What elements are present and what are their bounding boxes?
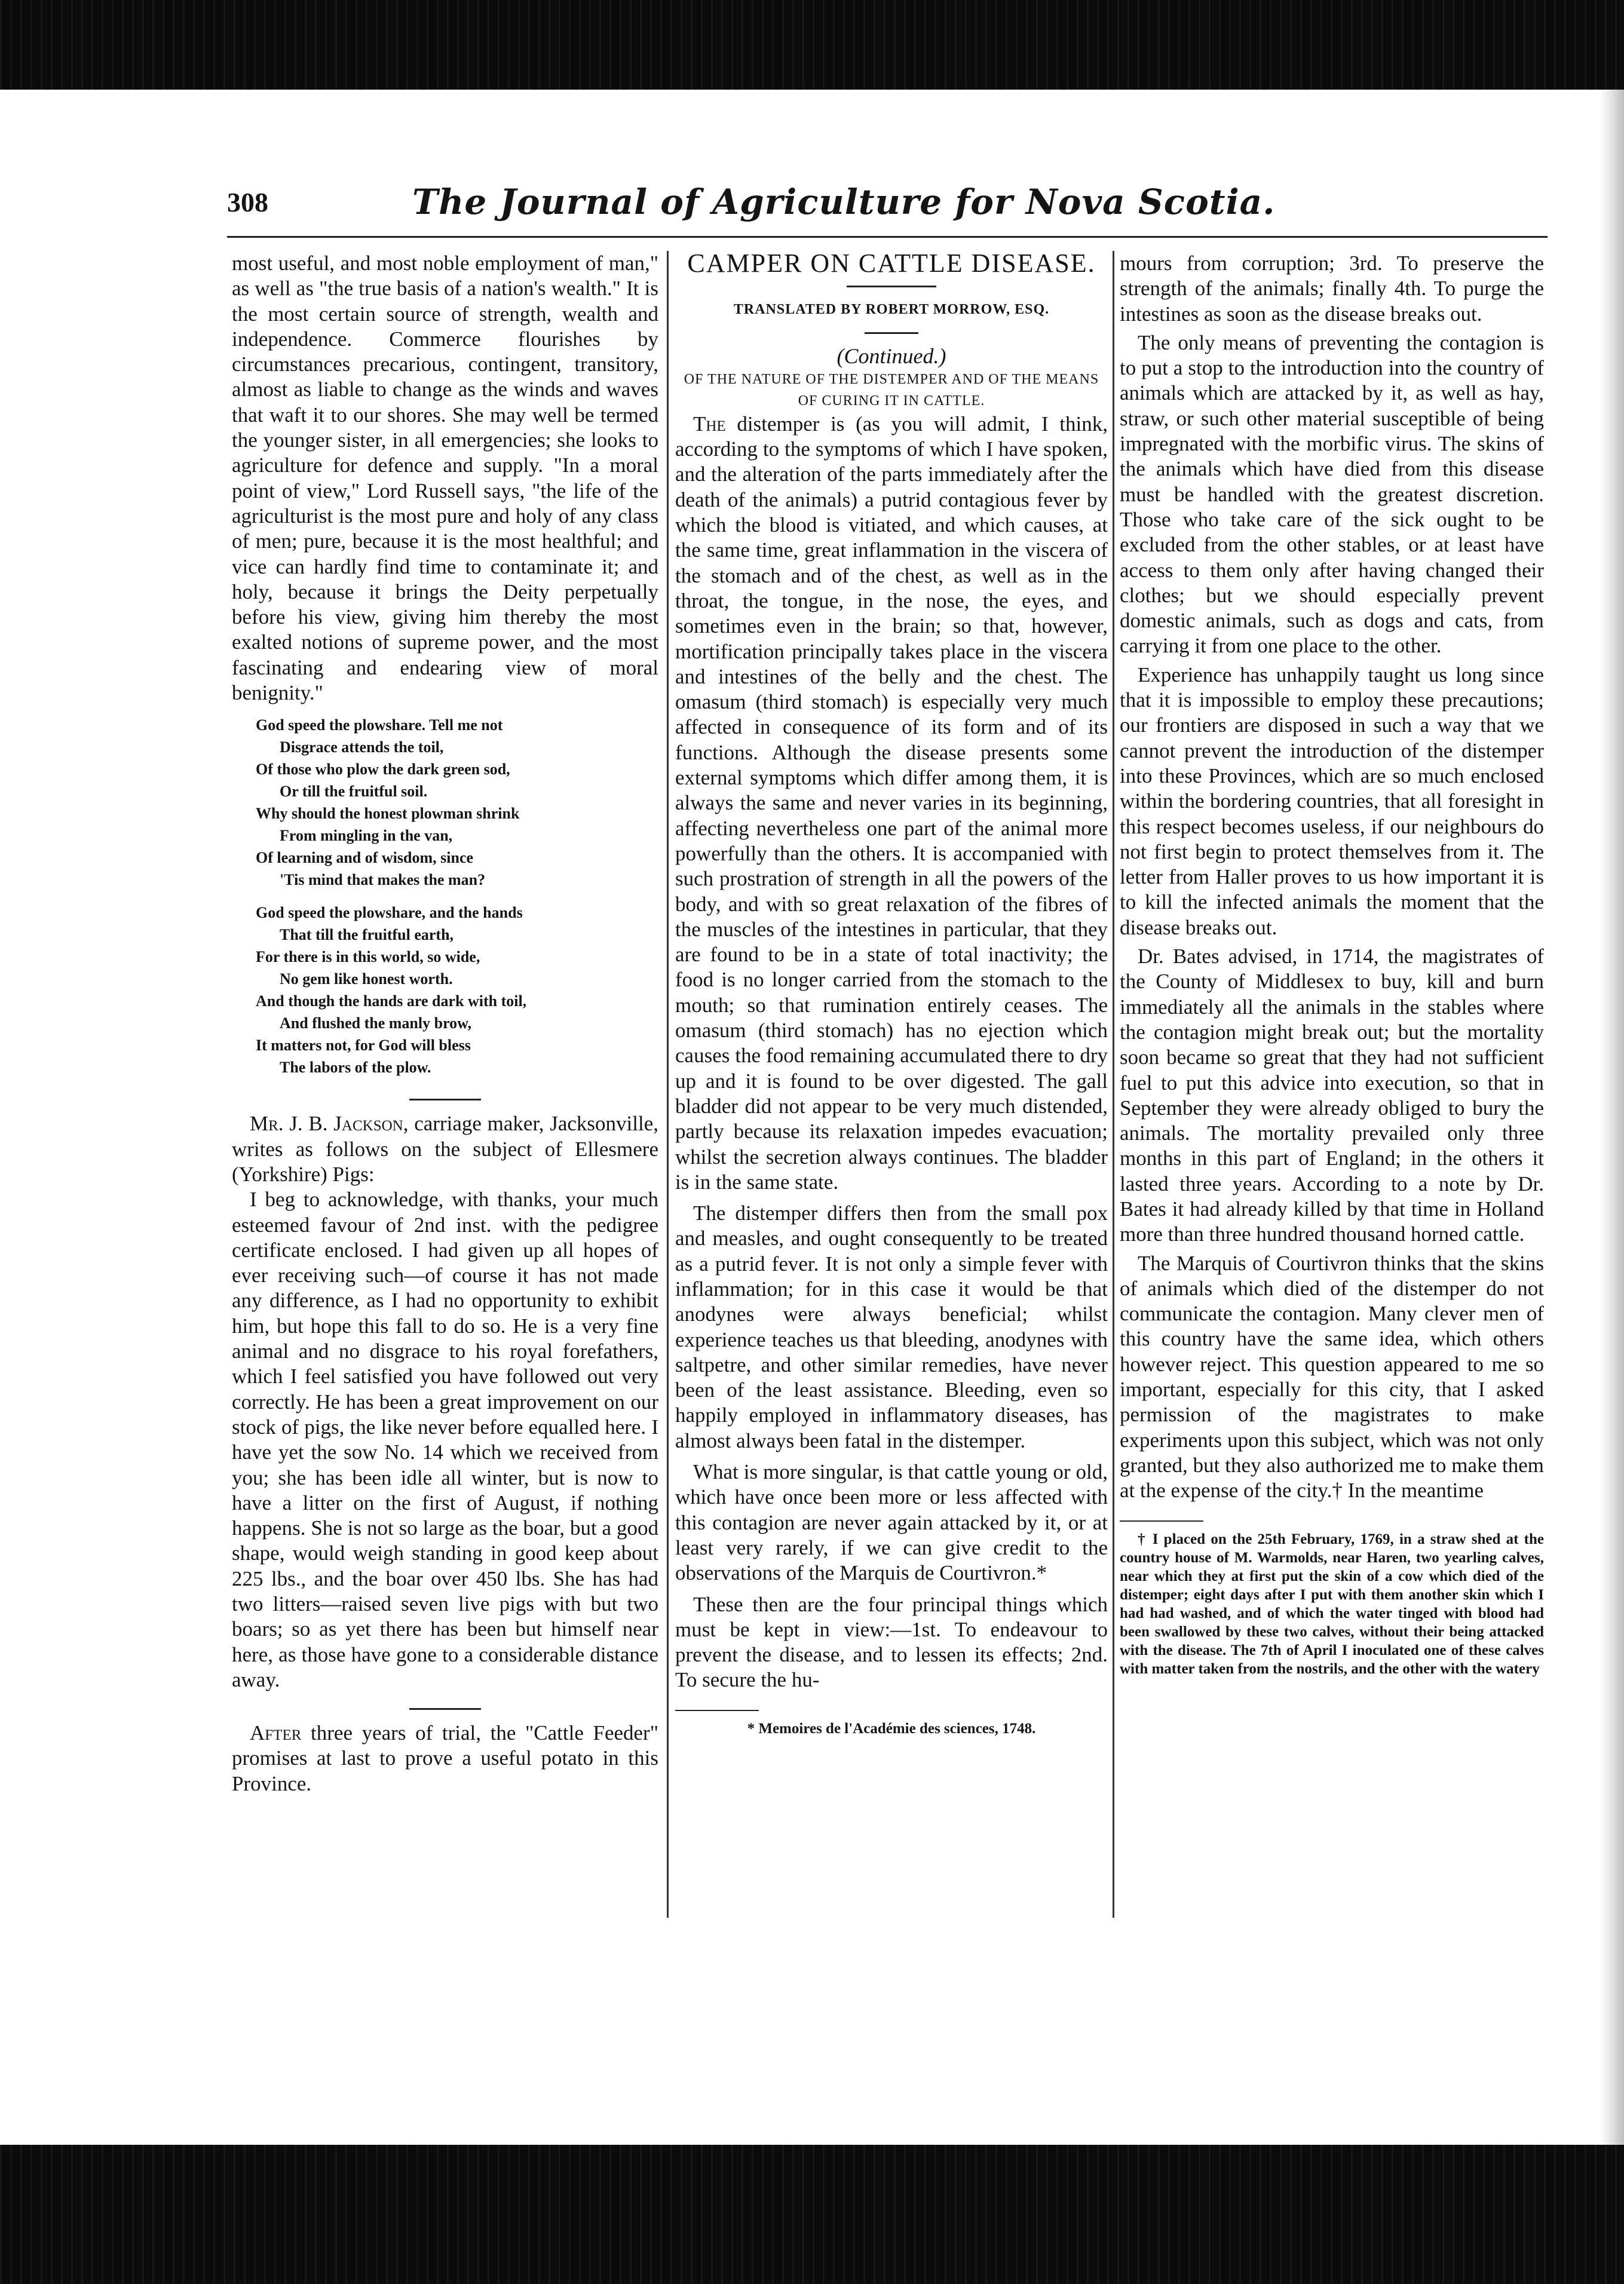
after-paragraph (232, 1721, 658, 1796)
poem-line: 'Tis mind that makes the man? (280, 871, 486, 889)
col2-paragraph-3: What is more singular, is that cattle young or old, which have once been more or less affected with this contagion are never again attacked by it, or at least very rarely, if we can give credit to the observations of the Marquis de Courtivron.* (675, 1460, 1108, 1585)
jackson-intro (232, 1111, 658, 1187)
poem-line: Or till the fruitful soil. (280, 783, 428, 801)
column-divider-1 (667, 251, 669, 1918)
column-3 (1120, 251, 1544, 1678)
col3-paragraph-4: Dr. Bates advised, in 1714, the magistrates of the County of Middlesex to buy, kill and burn immediately all the animals in the stables where the contagion might break out; but the mortality soon became so great that they had not sufficient fuel to put this advice into execution, so that in September they were already obliged to bury the animals. The mortality prevailed only three months in this part of England; in the others it lasted three years. According to a note by Dr. Bates it had already killed by that time in Holland more than three hundred thousand horned cattle. (1120, 945, 1544, 1246)
column-divider-2 (1113, 251, 1114, 1918)
title-rule (847, 286, 936, 287)
poem-line: From mingling in the van, (280, 827, 453, 845)
poem (232, 714, 658, 1078)
journal-title: The Journal of Agriculture for Nova Scotia. (412, 182, 1276, 222)
col2-paragraph-1 (675, 412, 1108, 1195)
page-edge-shadow (1600, 90, 1624, 2145)
column-1 (232, 251, 658, 1796)
col3-paragraph-3: Experience has unhappily taught us long since that it is impossible to employ these precautions; our frontiers are disposed in such a way that we cannot prevent the introduction of the distemper into these Provinces, which are so much enclosed within the bordering countries, that all foresight in this respect becomes useless, if our neighbours do not first begin to protect themselves from it. The letter from Haller proves to us how important it is to kill the infected animals the moment that the disease breaks out. (1120, 663, 1544, 939)
translator-rule (865, 332, 918, 334)
after-text: three years of trial, the "Cattle Feeder" promises at last to prove a useful potato in this Province. (232, 1721, 658, 1795)
jackson-letter: I beg to acknowledge, with thanks, your much esteemed favour of 2nd inst. with the pedigree certificate enclosed. I had given up all hopes of ever receiving such—of course it has not made any difference, as I had no opportunity to exhibit him, but hope this fall to do so. He is a very fine animal and no disgrace to his royal forefathers, which I feel satisfied you have followed out very correctly. He has been a great improvement on our stock of pigs, the like never before equalled here. I have yet the sow No. 14 which we received from you; she has been idle all winter, but is now to have a litter on the first of August, if nothing happens. She is not so large as the boar, but a good shape, would weigh standing in good keep about 225 lbs., and the boar over 450 lbs. She has had two litters—raised seven live pigs with but two boars; so as yet there has been but himself near here, as those have gone to a considerable distance away. (232, 1188, 658, 1691)
poem-line: Of learning and of wisdom, since (256, 849, 474, 867)
poem-line: The labors of the plow. (280, 1059, 431, 1077)
article-title: CAMPER ON CATTLE DISEASE. (687, 249, 1096, 278)
poem-line: It matters not, for God will bless (256, 1037, 471, 1054)
section-rule (409, 1099, 481, 1100)
section-subhead: OF THE NATURE OF THE DISTEMPER AND OF THE MEANS OF CURING IT IN CATTLE. (684, 371, 1099, 409)
poem-line: No gem like honest worth. (280, 970, 453, 988)
after-lead: After (250, 1721, 302, 1745)
col2-paragraph-2: The distemper differs then from the small pox and measles, and ought consequently to be treated as a putrid fever. It is not only a simple fever with inflammation; for in this case it would be that anodynes were always beneficial; whilst experience teaches us that bleeding, anodynes with saltpetre, and other similar remedies, have never been of the least assistance. Bleeding, even so happily employed in inflammatory diseases, has almost always been fatal in the distemper. (675, 1201, 1108, 1452)
scan-top-border (0, 0, 1624, 90)
col2-lead: The (693, 412, 726, 436)
section-rule (409, 1708, 481, 1710)
footnote-rule (675, 1710, 759, 1711)
jackson-lead: Mr. J. B. Jackson, (250, 1112, 409, 1136)
poem-line: God speed the plowshare, and the hands (256, 904, 523, 922)
poem-line: That till the fruitful earth, (280, 926, 454, 944)
translator-line: TRANSLATED BY ROBERT MORROW, ESQ. (733, 302, 1050, 318)
page-number: 308 (227, 187, 268, 217)
col2-footnote: * Memoires de l'Académie des sciences, 1748. (747, 1720, 1036, 1737)
col3-paragraph-5: The Marquis of Courtivron thinks that the skins of animals which died of the distemper do not communicate the contagion. Many clever men of this country have the same idea, which others however reject. This question appeared to me so important, especially for this city, that I asked permission of the magistrates to make experiments upon this subject, which was not only granted, but they also authorized me to make them at the expense of the city.† In the meantime (1120, 1251, 1544, 1503)
column-2 (675, 251, 1108, 1738)
poem-line: And though the hands are dark with toil, (256, 992, 527, 1010)
col3-footnote: † I placed on the 25th February, 1769, in a straw shed at the country house of M. Warmolds, near Haren, two yearling calves, near which they at first put the skin of a cow which died of the distemper; eight days after I put with them another skin which I had had washed, and of which the water tinged with blood had been swallowed by these two calves, without their being attacked with the disease. The 7th of April I inoculated one of these calves with matter taken from the nostrils, and the other with the watery (1120, 1531, 1544, 1677)
col1-paragraph-1: most useful, and most noble employment of man," as well as "the true basis of a nation's wealth." It is the most certain source of strength, wealth and independence. Commerce flourishes by circumstances precarious, contingent, transitory, almost as liable to change as the winds and waves that waft it to our shores. She may well be termed the younger sister, in all emergencies; she looks to agriculture for defence and supply. "In a moral point of view," Lord Russell says, "the life of the agriculturist is the most pure and holy of any class of men; pure, because it is the most healthful; and vice can hardly find time to contaminate it; and holy, because it brings the Deity perpetually before his view, giving him thereby the most exalted notions of supreme power, and the most fascinating and endearing view of moral benignity." (232, 252, 658, 705)
poem-line: Of those who plow the dark green sod, (256, 761, 510, 778)
poem-line: Disgrace attends the toil, (280, 738, 444, 756)
footnote-rule (1120, 1520, 1203, 1522)
header-rule (227, 236, 1548, 238)
col2-paragraph-1-text: distemper is (as you will admit, I think, according to the symptoms of which I have spoken, and the alteration of the parts immediately after the death of the animals) a putrid contagious fever by which the blood is vitiated, and which causes, at the same time, great inflammation in the viscera of the stomach and of the chest, as well as in the throat, the tongue, in the nose, the eyes, and sometimes even in the brain; so that, however, mortification principally takes place in the viscera and intestines of the belly and the chest. The omasum (third stomach) is especially very much affected in consequence of its form and of its functions. Although the disease presents some external symptoms which differ among them, it is always the same and never varies in its beginning, affecting nevertheless one part of the animal more powerfully than the others. It is accompanied with such prostration of strength in all the powers of the body, and with so great relaxation of the fibres of the muscles of the intestines in particular, that they are found to be in a state of total inactivity; the food is no longer carried from the stomach to the mouth; so that rumination entirely ceases. The omasum (third stomach) has no ejection which causes the food remaining accumulated there to dry up and it is found to be over digested. The gall bladder did not appear to be very much distended, partly because its relaxation impedes evacuation; whilst the secretion always continues. The bladder is in the same state. (675, 412, 1108, 1194)
continued-label: (Continued.) (836, 344, 946, 368)
jackson-intro-text: carriage maker, Jacksonville, writes as follows on the subject of Ellesmere (Yorkshire) Pigs: (232, 1112, 658, 1186)
col3-paragraph-1: mours from corruption; 3rd. To preserve the strength of the animals; finally 4th. To purge the intestines as soon as the disease breaks out. (1120, 252, 1544, 326)
poem-line: Why should the honest plowman shrink (256, 805, 520, 823)
page-header (227, 182, 1276, 240)
poem-line: For there is in this world, so wide, (256, 948, 480, 966)
col2-paragraph-4: These then are the four principal things which must be kept in view:—1st. To endeavour to prevent the disease, and to lessen its effects; 2nd. To secure the hu- (675, 1592, 1108, 1692)
poem-line: God speed the plowshare. Tell me not (256, 716, 503, 734)
scan-bottom-border (0, 2145, 1624, 2284)
col3-paragraph-2: The only means of preventing the contagion is to put a stop to the introduction into the country of animals which are attacked by it, as well as hay, straw, or such other material susceptible of being impregnated with the morbific virus. The skins of the animals which have died from this disease must be handled with the greatest discretion. Those who take care of the sick ought to be excluded from the other stables, or at least have access to them only after having changed their clothes; but we should especially prevent domestic animals, such as dogs and cats, from carrying it from one place to the other. (1120, 330, 1544, 658)
poem-line: And flushed the manly brow, (280, 1014, 471, 1032)
